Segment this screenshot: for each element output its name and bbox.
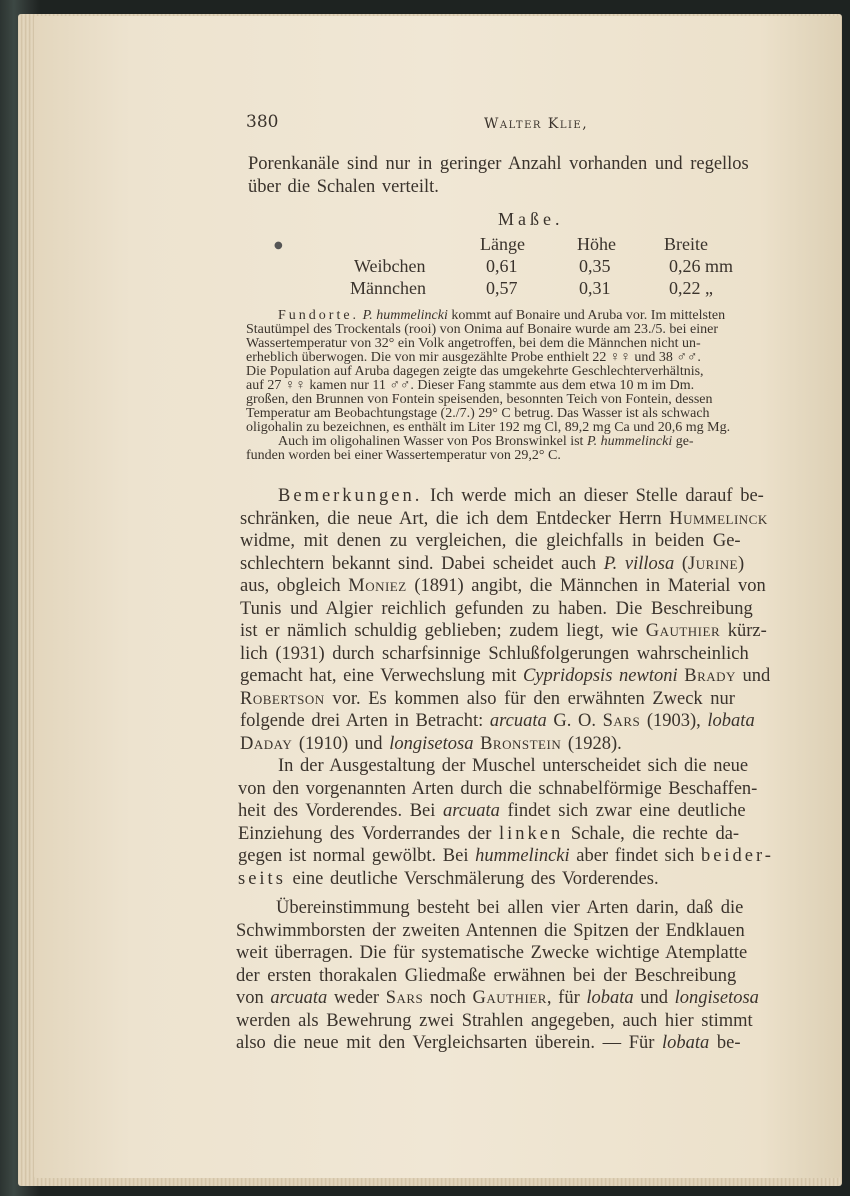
text-line: großen, den Brunnen von Fontein speisenden, besonnten Teich von Fontein, dessen bbox=[246, 392, 713, 407]
text-line: lich (1931) durch scharfsinnige Schlußfolgerungen wahrscheinlich bbox=[240, 643, 749, 664]
text-line: Fundorte. P. hummelincki kommt auf Bonaire und Aruba vor. Im mittelsten bbox=[278, 308, 726, 323]
text-line: von arcuata weder Sars noch Gauthier, für lobata und longisetosa bbox=[236, 988, 759, 1008]
text-line: Tunis und Algier reichlich gefunden zu haben. Die Beschreibung bbox=[240, 598, 753, 619]
shell-paragraph bbox=[238, 756, 828, 896]
text-line: ist er nämlich schuldig geblieben; zudem liegt, wie Gauthier kürz- bbox=[240, 621, 767, 641]
text-line: der ersten thorakalen Gliedmaße erwähnen bei der Beschreibung bbox=[236, 965, 737, 986]
text-line: schränken, die neue Art, die ich dem Entdecker Herrn Hummelinck bbox=[240, 508, 768, 529]
text-line: widme, mit denen zu vergleichen, die gleichfalls in beiden Ge- bbox=[240, 531, 741, 551]
row-label: Männchen bbox=[350, 278, 426, 298]
text-line: Auch im oligohalinen Wasser von Pos Bronswinkel ist P. hummelincki ge- bbox=[278, 434, 694, 449]
value-width: 0,22 „ bbox=[669, 278, 713, 298]
running-head: Walter Klie, bbox=[484, 116, 589, 132]
column-header-height: Höhe bbox=[577, 234, 616, 254]
measurements-title: Maße. bbox=[498, 209, 564, 229]
text-line: Übereinstimmung besteht bei allen vier Arten darin, daß die bbox=[276, 898, 744, 918]
text-line: werden als Bewehrung zwei Strahlen angegeben, auch hier stimmt bbox=[236, 1010, 753, 1031]
text-line: gegen ist normal gewölbt. Bei hummelincki aber findet sich beider- bbox=[238, 846, 774, 866]
text-line: über die Schalen verteilt. bbox=[248, 177, 439, 197]
text-line: gemacht hat, eine Verwechslung mit Cypridopsis newtoni Brady und bbox=[240, 666, 771, 686]
row-label: Weibchen bbox=[354, 256, 426, 276]
column-header-length: Länge bbox=[480, 234, 525, 254]
text-line: aus, obgleich Moniez (1891) angibt, die Männchen in Material von bbox=[240, 576, 766, 596]
text-line: Wassertemperatur von 32° ein Volk angetroffen, bei dem die Männchen nicht un- bbox=[246, 336, 701, 351]
value-length: 0,61 bbox=[486, 256, 518, 276]
value-width: 0,26 mm bbox=[669, 256, 734, 276]
text-line: funden worden bei einer Wassertemperatur von 29,2° C. bbox=[246, 448, 561, 463]
fundorte-paragraph bbox=[246, 308, 826, 478]
value-height: 0,31 bbox=[579, 278, 611, 298]
text-line: oligohalin zu bezeichnen, es enthält im Liter 192 mg Cl, 89,2 mg Ca und 20,6 mg Mg. bbox=[246, 420, 731, 435]
text-line: heit des Vorderendes. Bei arcuata findet sich zwar eine deutliche bbox=[238, 801, 746, 821]
intro-paragraph bbox=[248, 154, 828, 204]
text-line: Robertson vor. Es kommen also für den erwähnten Zweck nur bbox=[240, 688, 735, 709]
text-line: folgende drei Arten in Betracht: arcuata G. O. Sars (1903), lobata bbox=[240, 711, 755, 731]
text-line: also die neue mit den Vergleichsarten überein. — Für lobata be- bbox=[236, 1033, 741, 1053]
remarks-paragraph bbox=[240, 486, 830, 766]
text-line: Daday (1910) und longisetosa Bronstein (1928). bbox=[240, 733, 622, 754]
text-line: In der Ausgestaltung der Muschel unterscheidet sich die neue bbox=[278, 756, 749, 776]
column-header-width: Breite bbox=[664, 234, 708, 254]
value-height: 0,35 bbox=[579, 256, 611, 276]
text-line: Einziehung des Vorderrandes der linken Schale, die rechte da- bbox=[238, 823, 740, 844]
book-page bbox=[34, 16, 840, 1178]
value-length: 0,57 bbox=[486, 278, 518, 298]
text-line: von den vorgenannten Arten durch die schnabelförmige Beschaffen- bbox=[238, 778, 758, 799]
agreement-paragraph bbox=[236, 898, 826, 1058]
text-line: Bemerkungen. Ich werde mich an dieser Stelle darauf be- bbox=[278, 486, 764, 506]
text-line: Schwimmborsten der zweiten Antennen die Spitzen der Endklauen bbox=[236, 920, 745, 941]
text-line: Porenkanäle sind nur in geringer Anzahl vorhanden und regellos bbox=[248, 154, 749, 174]
text-line: Die Population auf Aruba dagegen zeigte das umgekehrte Geschlechterverhältnis, bbox=[246, 364, 704, 379]
text-line: Stautümpel des Trockentals (rooi) von Onima auf Bonaire wurde am 23./5. bei einer bbox=[246, 322, 719, 337]
text-line: weit überragen. Die für systematische Zwecke wichtige Atemplatte bbox=[236, 943, 748, 963]
text-line: erheblich überwogen. Die von mir ausgezählte Probe enthielt 22 ♀♀ und 38 ♂♂. bbox=[246, 350, 701, 365]
text-line: seits eine deutliche Verschmälerung des Vorderendes. bbox=[238, 868, 659, 889]
text-line: Temperatur am Beobachtungstage (2./7.) 29° C betrug. Das Wasser ist als schwach bbox=[246, 406, 710, 421]
page-number: 380 bbox=[246, 112, 279, 132]
text-line: schlechtern bekannt sind. Dabei scheidet auch P. villosa (Jurine) bbox=[240, 553, 745, 574]
bullet-mark: ● bbox=[274, 240, 283, 251]
text-line: auf 27 ♀♀ kamen nur 11 ♂♂. Dieser Fang stammte aus dem etwa 10 m im Dm. bbox=[246, 378, 695, 393]
